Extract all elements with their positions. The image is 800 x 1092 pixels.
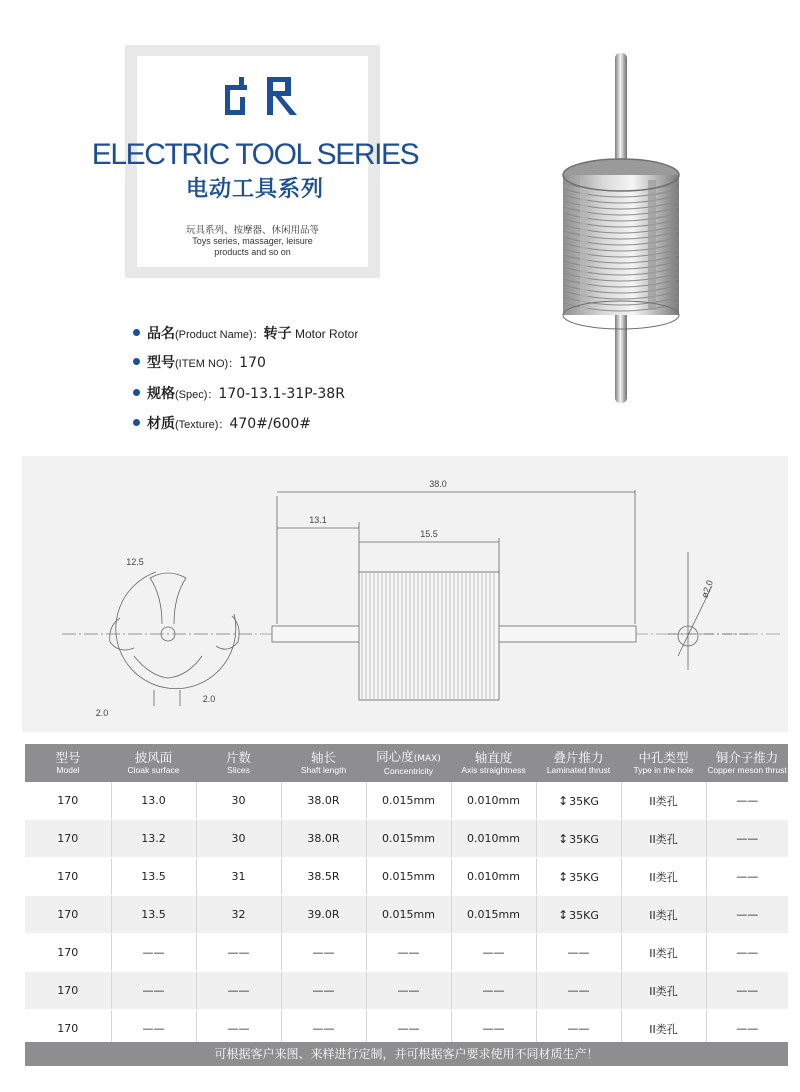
table-cell: ——	[706, 896, 788, 934]
footer-note: 可根据客户来图、来样进行定制，并可根据客户要求使用不同材质生产！	[25, 1042, 788, 1066]
table-cell: 0.015mm	[451, 896, 536, 934]
table-cell: 170	[25, 934, 111, 972]
table-cell: 38.5R	[281, 858, 366, 896]
table-cell: ——	[196, 934, 281, 972]
table-cell: 13.2	[111, 820, 196, 858]
table-cell: ——	[196, 972, 281, 1010]
table-cell: ——	[366, 972, 451, 1010]
th-laminated-thrust: 叠片推力 Laminated thrust	[536, 744, 621, 782]
table-cell	[536, 896, 621, 934]
subtitle-cn: 玩具系列、按摩器、休闲用品等	[185, 225, 319, 236]
table-cell: ——	[536, 1010, 621, 1048]
table-row	[25, 782, 788, 820]
spec-spec	[133, 383, 345, 403]
table-cell: 0.015mm	[366, 820, 451, 858]
spec-label-en: (Texture)：	[175, 419, 230, 431]
table-cell: II类孔	[621, 820, 706, 858]
table-cell: ——	[281, 972, 366, 1010]
table-cell: 13.5	[111, 858, 196, 896]
technical-drawing-panel	[22, 456, 788, 732]
th-model: 型号 Model	[25, 744, 111, 782]
dim-top: 12.5	[126, 557, 144, 567]
table-cell: II类孔	[621, 1010, 706, 1048]
table-cell: ——	[281, 1010, 366, 1048]
thrust-value: 35KG	[569, 908, 599, 922]
series-title-cn: 电动工具系列	[185, 177, 324, 202]
table-row	[25, 820, 788, 858]
table-cell: ——	[706, 1010, 788, 1048]
thrust-value: 35KG	[569, 870, 599, 884]
table-cell: 170	[25, 858, 111, 896]
table-cell: 30	[196, 782, 281, 820]
th-axis-straightness: 轴直度 Axis straightness	[451, 744, 536, 782]
table-cell: ——	[196, 1010, 281, 1048]
table-cell: ——	[706, 820, 788, 858]
spec-label-cn: 品名	[147, 326, 175, 342]
table-cell: ——	[706, 782, 788, 820]
spec-value: 470#/600#	[229, 416, 312, 432]
table-cell: 0.015mm	[366, 858, 451, 896]
dim-total-length: 38.0	[429, 479, 447, 489]
table-cell: 170	[25, 782, 111, 820]
thrust-value: 35KG	[569, 832, 599, 846]
table-body	[25, 782, 788, 1048]
table-row	[25, 896, 788, 934]
table-cell: 38.0R	[281, 820, 366, 858]
table-cell: 0.010mm	[451, 782, 536, 820]
bullet-dot	[133, 419, 140, 426]
table-cell: 38.0R	[281, 782, 366, 820]
series-title: ELECTRIC TOOL SERIES	[91, 138, 419, 171]
dim-offset: 13.1	[309, 515, 327, 525]
table-cell: 0.010mm	[451, 858, 536, 896]
spec-label-en: (Spec)：	[175, 389, 219, 401]
subtitle-en	[160, 236, 345, 258]
table-header-row	[25, 744, 788, 782]
table-cell: 31	[196, 858, 281, 896]
dim-lamination: 15.5	[420, 529, 438, 539]
table-row	[25, 934, 788, 972]
table-cell	[536, 858, 621, 896]
table-row	[25, 858, 788, 896]
table-cell: 0.015mm	[366, 782, 451, 820]
table-cell: 170	[25, 896, 111, 934]
table-cell: 170	[25, 1010, 111, 1048]
table-cell: 170	[25, 820, 111, 858]
bullet-dot	[133, 389, 140, 396]
dim-diameter: ø2.0	[699, 578, 715, 600]
thrust-arrow-icon: ↕	[558, 869, 569, 884]
th-shaft-length: 轴长 Shaft length	[281, 744, 366, 782]
table-cell: 13.0	[111, 782, 196, 820]
spec-item-no	[133, 352, 266, 372]
th-concentricity: 同心度(MAX) Concentricity	[366, 744, 451, 782]
table-cell: ——	[366, 1010, 451, 1048]
th-slices: 片数 Slices	[196, 744, 281, 782]
table-cell: II类孔	[621, 934, 706, 972]
table-cell: II类孔	[621, 858, 706, 896]
spec-value: 170-13.1-31P-38R	[218, 386, 345, 402]
table-cell: ——	[451, 1010, 536, 1048]
th-copper-meson-thrust: 铜介子推力 Copper meson thrust	[706, 744, 788, 782]
table-cell: ——	[111, 1010, 196, 1048]
table-cell: 170	[25, 972, 111, 1010]
spec-value: 170	[239, 355, 266, 371]
spec-label-en: (Product Name)：	[175, 329, 264, 341]
subtitle-en-line2: products and so on	[214, 247, 291, 257]
table-cell: 32	[196, 896, 281, 934]
dim-slot-right: 2.0	[202, 694, 216, 704]
table-cell: ——	[111, 934, 196, 972]
spec-label-en: (ITEM NO)：	[175, 358, 240, 370]
dim-slot-left: 2.0	[95, 708, 109, 718]
technical-drawing	[22, 456, 788, 732]
subtitle-en-line1: Toys series, massager, leisure	[192, 236, 313, 246]
spec-label-cn: 规格	[147, 386, 175, 402]
table-cell: ——	[706, 972, 788, 1010]
rotor-photo	[540, 45, 720, 410]
th-cloak-surface: 披风面 Cloak surface	[111, 744, 196, 782]
th-hole-type: 中孔类型 Type in the hole	[621, 744, 706, 782]
bullet-dot	[133, 358, 140, 365]
thrust-arrow-icon: ↕	[558, 831, 569, 846]
spec-label-cn: 材质	[147, 416, 175, 432]
table-cell: ——	[451, 934, 536, 972]
table-cell: II类孔	[621, 782, 706, 820]
spec-value-extra: Motor Rotor	[291, 327, 359, 341]
thrust-arrow-icon: ↕	[558, 907, 569, 922]
table-cell: ——	[706, 934, 788, 972]
table-cell	[536, 820, 621, 858]
spec-value: 转子	[263, 326, 292, 342]
spec-product-name	[133, 323, 358, 343]
table-cell: ——	[111, 972, 196, 1010]
table-cell: II类孔	[621, 972, 706, 1010]
bullet-dot	[133, 329, 140, 336]
table-cell: ——	[536, 934, 621, 972]
table-cell: ——	[451, 972, 536, 1010]
table-cell: 30	[196, 820, 281, 858]
table-cell: ——	[366, 934, 451, 972]
table-cell: 39.0R	[281, 896, 366, 934]
table-row	[25, 972, 788, 1010]
table-cell: ——	[536, 972, 621, 1010]
table-cell: 13.5	[111, 896, 196, 934]
table-cell: ——	[706, 858, 788, 896]
thrust-arrow-icon: ↕	[558, 793, 569, 808]
table-cell	[536, 782, 621, 820]
spec-label-cn: 型号	[147, 355, 175, 371]
table-cell: ——	[281, 934, 366, 972]
spec-table	[25, 744, 788, 1048]
table-cell: 0.010mm	[451, 820, 536, 858]
spec-texture	[133, 413, 311, 433]
company-logo	[223, 75, 303, 117]
thrust-value: 35KG	[569, 794, 599, 808]
table-cell: 0.015mm	[366, 896, 451, 934]
table-cell: II类孔	[621, 896, 706, 934]
